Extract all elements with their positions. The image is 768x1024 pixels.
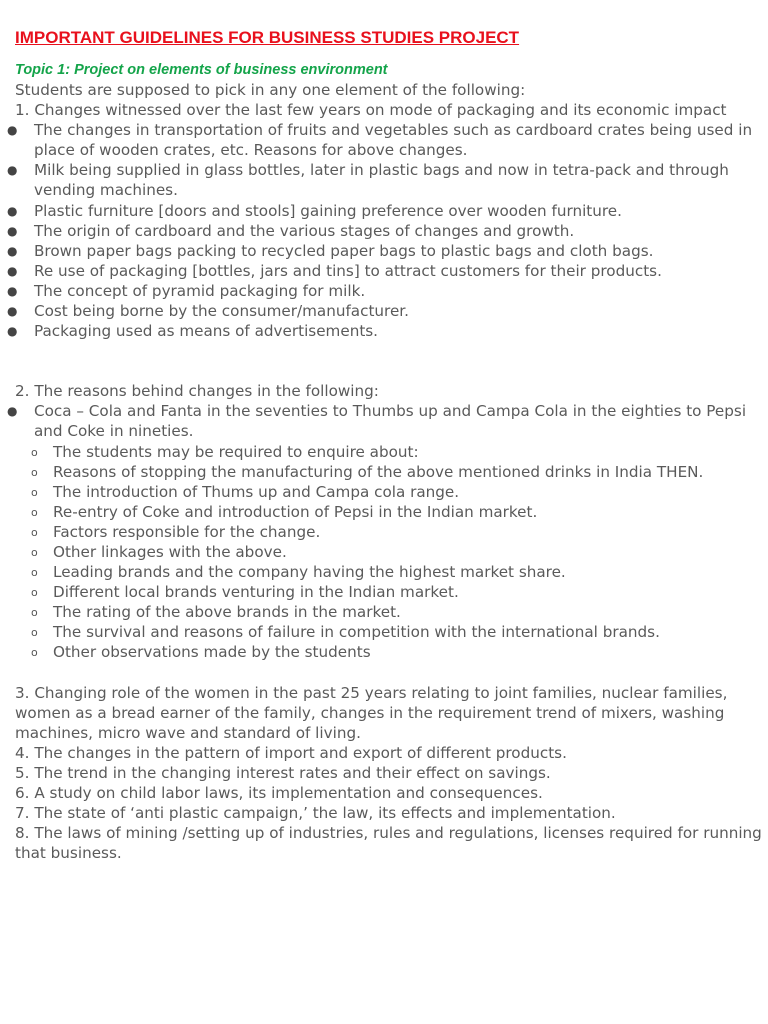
sub-list-item: o Other linkages with the above.	[15, 542, 765, 562]
list-item: ● Packaging used as means of advertisements.	[7, 322, 379, 341]
list-item: ● The concept of pyramid packaging for milk.	[7, 281, 366, 300]
sub-list-item: o Different local brands venturing in the Indian market.	[15, 582, 765, 602]
page-title: IMPORTANT GUIDELINES FOR BUSINESS STUDIES PROJECT	[15, 28, 520, 47]
intro-text: Students are supposed to pick in any one element of the following:	[15, 81, 526, 99]
circle-bullet-icon: o	[31, 586, 38, 600]
circle-bullet-icon: o	[31, 566, 38, 580]
bullet-icon: ●	[7, 263, 18, 278]
list-item: ● Cost being borne by the consumer/manufacturer.	[7, 302, 409, 321]
sub-list-item: o Re-entry of Coke and introduction of Pepsi in the Indian market.	[15, 502, 765, 522]
circle-bullet-icon: o	[31, 606, 38, 620]
sub-list-item: o Leading brands and the company having the highest market share.	[15, 562, 765, 582]
circle-bullet-icon: o	[31, 646, 38, 660]
sub-list-item: o Reasons of stopping the manufacturing of the above mentioned drinks in India THEN.	[15, 462, 765, 482]
spacer	[15, 341, 765, 381]
section-2-list	[7, 401, 765, 441]
sub-list-item: o Factors responsible for the change.	[15, 522, 765, 542]
bullet-icon: ●	[7, 283, 18, 298]
list-item: ● The changes in transportation of fruits and vegetables such as cardboard crates being used in place of wooden crates, etc. Reasons for above changes.	[7, 121, 753, 160]
numbered-item-5: 5. The trend in the changing interest rates and their effect on savings.	[15, 763, 551, 782]
bullet-icon: ●	[7, 304, 18, 319]
bullet-icon: ●	[7, 123, 18, 138]
list-item: ● The origin of cardboard and the various stages of changes and growth.	[7, 221, 575, 240]
circle-bullet-icon: o	[31, 505, 38, 519]
bullet-icon: ●	[7, 404, 18, 419]
numbered-item-8: 8. The laws of mining /setting up of industries, rules and regulations, licenses required for running that business.	[15, 824, 762, 863]
numbered-item-4: 4. The changes in the pattern of import and export of different products.	[15, 743, 567, 762]
circle-bullet-icon: o	[31, 525, 38, 539]
list-item: ● Brown paper bags packing to recycled paper bags to plastic bags and cloth bags.	[7, 241, 654, 260]
numbered-item-6: 6. A study on child labor laws, its implementation and consequences.	[15, 784, 543, 802]
circle-bullet-icon: o	[31, 445, 38, 459]
bullet-icon: ●	[7, 163, 18, 178]
sub-list-item: o Other observations made by the students	[15, 642, 765, 662]
spacer	[15, 663, 765, 683]
section-2-heading: 2. The reasons behind changes in the following:	[15, 382, 379, 401]
bullet-icon: ●	[7, 223, 18, 238]
document-body	[7, 80, 765, 863]
list-item: ● Plastic furniture [doors and stools] gaining preference over wooden furniture.	[7, 201, 622, 220]
sub-list-item: o The rating of the above brands in the market.	[15, 602, 765, 622]
section-1-list	[7, 120, 765, 341]
sub-list-item: o The survival and reasons of failure in competition with the international brands.	[15, 622, 765, 642]
bullet-icon: ●	[7, 203, 18, 218]
list-item: ● Coca – Cola and Fanta in the seventies to Thumbs up and Campa Cola in the eighties to Pepsi and Coke in nineties.	[7, 402, 747, 441]
circle-bullet-icon: o	[31, 465, 38, 479]
sub-list-item: o The students may be required to enquire about:	[15, 442, 765, 462]
sub-list-item: o The introduction of Thums up and Campa cola range.	[15, 482, 765, 502]
circle-bullet-icon: o	[31, 545, 38, 559]
topic-heading: Topic 1: Project on elements of business environment	[15, 62, 388, 78]
section-2-sublist	[15, 442, 765, 663]
list-item: ● Milk being supplied in glass bottles, later in plastic bags and now in tetra-pack and through vending machines.	[7, 161, 729, 200]
circle-bullet-icon: o	[31, 626, 38, 640]
numbered-item-7: 7. The state of ‘anti plastic campaign,’ the law, its effects and implementation.	[15, 804, 616, 823]
bullet-icon: ●	[7, 324, 18, 339]
circle-bullet-icon: o	[31, 485, 38, 499]
list-item: ● Re use of packaging [bottles, jars and tins] to attract customers for their products.	[7, 261, 662, 280]
bullet-icon: ●	[7, 243, 18, 258]
section-1-heading: 1. Changes witnessed over the last few years on mode of packaging and its economic impact	[15, 101, 727, 120]
numbered-item-3: 3. Changing role of the women in the past 25 years relating to joint families, nuclear families, women as a bread earner of the family, changes in the requirement trend of mixers, washing machines, micro wave and standard of living.	[15, 683, 728, 742]
